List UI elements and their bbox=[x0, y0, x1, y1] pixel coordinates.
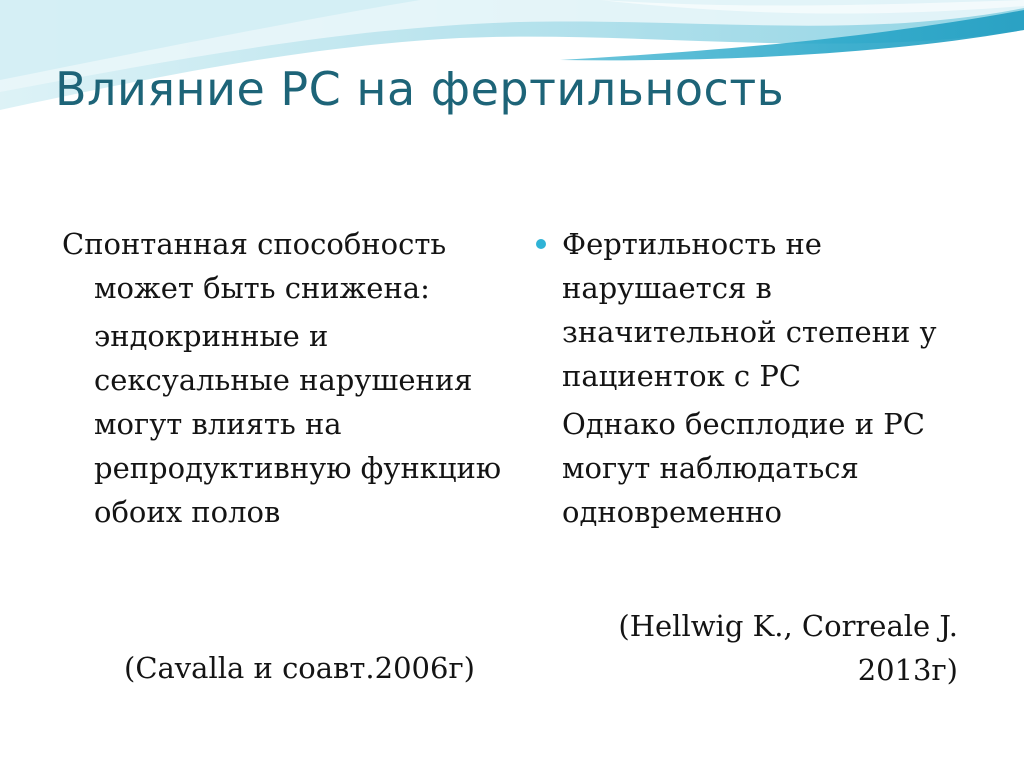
slide-title: Влияние РС на фертильность bbox=[55, 62, 785, 116]
left-heading: Спонтанная способность может быть снижена: bbox=[62, 227, 447, 305]
left-citation: (Cavalla и соавт.2006г) bbox=[124, 651, 475, 685]
right-citation: (Hellwig K., Correale J. 2013г) bbox=[618, 609, 958, 687]
bullet-dot-icon bbox=[536, 239, 546, 249]
right-bullet-text: Фертильность не нарушается в значительной степени у пациенток с РС bbox=[562, 227, 937, 393]
right-detail: Однако бесплодие и РС могут наблюдаться одновременно bbox=[562, 407, 925, 529]
left-column bbox=[62, 222, 522, 685]
right-column bbox=[530, 222, 970, 687]
left-detail: эндокринные и сексуальные нарушения могут влиять на репродуктивную функцию обоих полов bbox=[94, 319, 502, 529]
